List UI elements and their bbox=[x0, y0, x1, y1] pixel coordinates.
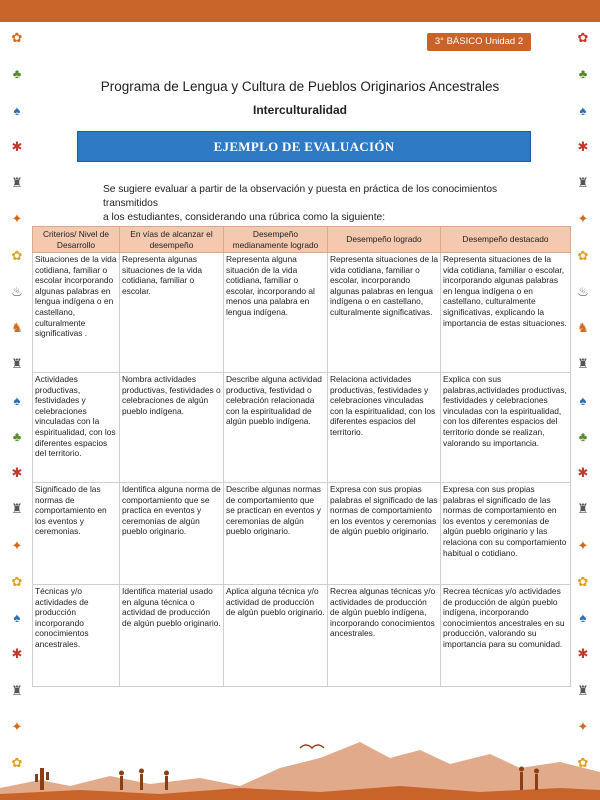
flower-icon: ✿ bbox=[577, 755, 589, 770]
header-level-1: En vías de alcanzar el desempeño bbox=[120, 227, 224, 253]
bird-icon: ✦ bbox=[11, 537, 23, 553]
flower-icon: ✿ bbox=[11, 755, 23, 770]
level-cell: Identifica alguna norma de comportamiento que se practica en eventos y ceremonias de algún pueblo originario. bbox=[120, 483, 224, 585]
totem-icon: ♜ bbox=[577, 682, 589, 698]
llama-icon: ♞ bbox=[11, 320, 23, 335]
criteria-cell: Actividades productivas, festividades y celebraciones vinculadas con la espiritualidad, con los diferentes espacios del territorio. bbox=[33, 373, 120, 483]
level-cell: Representa situaciones de la vida cotidiana, familiar o escolar, incorporando algunas palabras en lengua indígena o en castellano, culturalmente significativas, explicando la importancia de estas situaciones. bbox=[441, 253, 571, 373]
intro-line: a los estudiantes, considerando una rúbrica como la siguiente: bbox=[103, 212, 386, 223]
level-cell: Recrea algunas técnicas y/o actividades de producción de algún pueblo indígena, incorporando conocimientos ancestrales. bbox=[328, 585, 441, 687]
rubric-header-row bbox=[33, 227, 571, 253]
totem-icon: ♜ bbox=[577, 175, 589, 190]
flower-icon: ✿ bbox=[11, 247, 23, 263]
header-level-2: Desempeño medianamente logrado bbox=[224, 227, 328, 253]
flower-icon: ✿ bbox=[577, 247, 589, 263]
level-cell: Nombra actividades productivas, festividades o celebraciones de algún pueblo indígena. bbox=[120, 373, 224, 483]
section-banner: EJEMPLO DE EVALUACIÓN bbox=[77, 131, 531, 162]
level-cell: Representa situaciones de la vida cotidiana, familiar o escolar, incorporando algunas palabras en lengua indígena o en castellano, culturalmente significativas. bbox=[328, 253, 441, 373]
table-row bbox=[33, 483, 571, 585]
animal-icon: ✱ bbox=[577, 138, 589, 154]
figure-icon: ♣ bbox=[578, 428, 588, 444]
flower-icon: ✿ bbox=[11, 30, 23, 45]
level-cell: Expresa con sus propias palabras el significado de las normas de comportamiento en los eventos y ceremonias de algún pueblo originario y las relaciona con su comportamiento habitual o cotidiano. bbox=[441, 483, 571, 585]
page-subtitle: Interculturalidad bbox=[252, 103, 347, 117]
level-cell: Describe algunas normas de comportamiento que se practican en eventos y ceremonias de algún pueblo originario. bbox=[224, 483, 328, 585]
level-cell: Explica con sus palabras,actividades productivas, festividades y celebraciones vinculadas con la espiritualidad, con los diferentes espacios del territorio donde se realizan, valorando su importancia. bbox=[441, 373, 571, 483]
animal-icon: ✱ bbox=[11, 138, 23, 154]
level-cell: Expresa con sus propias palabras el significado de las normas de comportamiento en los eventos y ceremonias de algún pueblo originario. bbox=[328, 483, 441, 585]
flower-icon: ✿ bbox=[11, 573, 23, 589]
level-cell: Recrea técnicas y/o actividades de producción de algún pueblo indígena, incorporando conocimientos ancestrales en su producción, valorando su importancia para su comunidad. bbox=[441, 585, 571, 687]
grade-unit-badge: 3° BÁSICO Unidad 2 bbox=[427, 33, 531, 51]
bird-icon: ✦ bbox=[11, 211, 23, 227]
figure-icon: ♣ bbox=[578, 66, 588, 82]
level-cell: Identifica material usado en alguna técnica o actividad de producción de algún pueblo originario. bbox=[120, 585, 224, 687]
animal-icon: ✱ bbox=[11, 646, 23, 662]
criteria-cell: Significado de las normas de comportamiento en los eventos y ceremonias. bbox=[33, 483, 120, 585]
mask-icon: ♠ bbox=[13, 610, 21, 625]
table-row bbox=[33, 253, 571, 373]
page-title: Programa de Lengua y Cultura de Pueblos Originarios Ancestrales bbox=[100, 79, 500, 94]
bird-icon: ✦ bbox=[11, 718, 23, 734]
figure-icon: ♣ bbox=[12, 428, 22, 444]
table-row bbox=[33, 373, 571, 483]
criteria-cell: Técnicas y/o actividades de producción incorporando conocimientos ancestrales. bbox=[33, 585, 120, 687]
landscape-footer-illustration bbox=[0, 728, 600, 800]
header-level-4: Desempeño destacado bbox=[441, 227, 571, 253]
bird-icon: ✦ bbox=[577, 211, 589, 227]
rubric-table bbox=[32, 226, 571, 687]
totem-icon: ♜ bbox=[11, 501, 23, 517]
level-cell: Describe alguna actividad productiva, festividad o celebración relacionada con la espiritualidad de algún pueblo indígena. bbox=[224, 373, 328, 483]
level-cell: Relaciona actividades productivas, festividades y celebraciones vinculadas con la espiritualidad, con los diferentes espacios del territorio. bbox=[328, 373, 441, 483]
bird-icon: ✦ bbox=[577, 718, 589, 734]
figure-icon: ♣ bbox=[12, 66, 22, 82]
mask-icon: ♠ bbox=[579, 102, 587, 118]
pot-icon: ♨ bbox=[577, 283, 589, 299]
header-criteria: Criterios/ Nivel de Desarrollo bbox=[33, 227, 120, 253]
mask-icon: ♠ bbox=[579, 610, 587, 625]
flower-icon: ✿ bbox=[577, 30, 589, 45]
intro-line: Se sugiere evaluar a partir de la observación y puesta en práctica de los conocimientos transmitidos bbox=[103, 184, 498, 209]
mask-icon: ♠ bbox=[579, 392, 587, 408]
intro-paragraph bbox=[103, 183, 523, 225]
level-cell: Representa alguna situación de la vida cotidiana, familiar o escolar, incorporando al menos una palabra en lengua indígena. bbox=[224, 253, 328, 373]
table-row bbox=[33, 585, 571, 687]
level-cell: Representa algunas situaciones de la vida cotidiana, familiar o escolar. bbox=[120, 253, 224, 373]
mask-icon: ♠ bbox=[13, 102, 21, 118]
llama-icon: ♞ bbox=[577, 320, 589, 335]
animal-icon: ✱ bbox=[577, 646, 589, 662]
totem-icon: ♜ bbox=[577, 501, 589, 517]
flower-icon: ✿ bbox=[577, 573, 589, 589]
totem-icon: ♜ bbox=[577, 356, 589, 372]
right-decorative-border bbox=[572, 30, 594, 770]
left-decorative-border bbox=[6, 30, 28, 770]
animal-icon: ✱ bbox=[11, 465, 23, 480]
criteria-cell: Situaciones de la vida cotidiana, familiar o escolar incorporando algunas palabras en lengua indígena o en castellano, culturalmente significativas . bbox=[33, 253, 120, 373]
header-level-3: Desempeño logrado bbox=[328, 227, 441, 253]
totem-icon: ♜ bbox=[11, 175, 23, 190]
level-cell: Aplica alguna técnica y/o actividad de producción de algún pueblo originario. bbox=[224, 585, 328, 687]
top-color-bar bbox=[0, 0, 600, 22]
mask-icon: ♠ bbox=[13, 392, 21, 408]
animal-icon: ✱ bbox=[577, 465, 589, 480]
bird-shape bbox=[300, 745, 324, 748]
totem-icon: ♜ bbox=[11, 682, 23, 698]
pot-icon: ♨ bbox=[11, 283, 23, 299]
bird-icon: ✦ bbox=[577, 537, 589, 553]
totem-icon: ♜ bbox=[11, 356, 23, 372]
